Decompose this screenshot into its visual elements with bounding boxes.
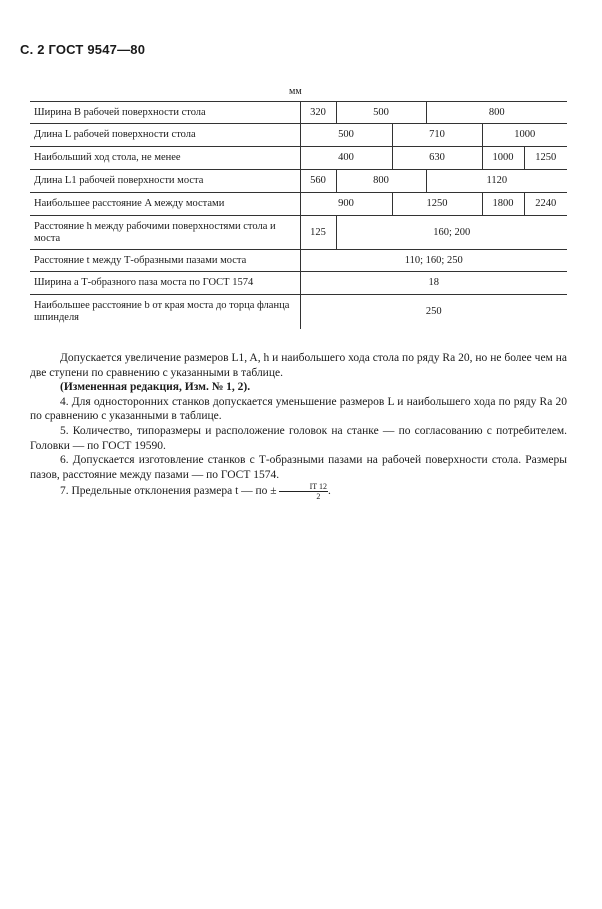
value-cell: 500 [300, 124, 392, 147]
table-row [30, 124, 567, 147]
fraction: $\frac{IT 12}{2}$ [279, 482, 328, 501]
row-label: Ширина B рабочей поверхности стола [30, 102, 300, 124]
value-cell: 125 [300, 216, 336, 250]
value-cell: 110; 160; 250 [300, 250, 567, 272]
table-row [30, 170, 567, 193]
table-row [30, 147, 567, 170]
value-cell: 1250 [524, 147, 567, 170]
value-cell: 18 [300, 272, 567, 295]
page-header: С. 2 ГОСТ 9547—80 [20, 42, 146, 57]
value-cell: 1000 [482, 124, 567, 147]
table-row [30, 295, 567, 329]
value-cell: 800 [336, 170, 426, 193]
unit-label: мм [289, 86, 302, 97]
table-row [30, 250, 567, 272]
paragraph: (Измененная редакция, Изм. № 1, 2). [60, 381, 251, 394]
row-label: Наибольший ход стола, не менее [30, 147, 300, 170]
value-cell: 320 [300, 102, 336, 124]
value-cell: 710 [392, 124, 482, 147]
value-cell: 1120 [426, 170, 567, 193]
row-label: Длина L1 рабочей поверхности моста [30, 170, 300, 193]
value-cell: 160; 200 [336, 216, 567, 250]
value-cell: 1800 [482, 193, 524, 216]
value-cell: 1250 [392, 193, 482, 216]
value-cell: 1000 [482, 147, 524, 170]
paragraph-7: 7. Предельные отклонения размера t — по ± $\frac{IT 12}{2}$ . [60, 482, 331, 502]
spec-table [30, 101, 567, 329]
value-cell: 800 [426, 102, 567, 124]
row-label: Расстояние h между рабочими поверхностями стола и моста [30, 216, 300, 250]
row-label: Длина L рабочей поверхности стола [30, 124, 300, 147]
value-cell: 630 [392, 147, 482, 170]
paragraph: Допускается увеличение размеров L1, A, h и наибольшего хода стола по ряду Ra 20, но не более чем на две ступени по сравнению с указанными в таблице. [30, 352, 567, 379]
body-text [30, 351, 567, 501]
value-cell: 2240 [524, 193, 567, 216]
value-cell: 400 [300, 147, 392, 170]
row-label: Наибольшее расстояние b от края моста до торца фланца шпинделя [30, 295, 300, 329]
value-cell: 250 [300, 295, 567, 329]
paragraph: 6. Допускается изготовление станков с Т-образными пазами на рабочей поверхности стола. Размеры пазов, расстояние между пазами — по ГОСТ 1574. [30, 454, 567, 481]
value-cell: 900 [300, 193, 392, 216]
paragraph: 4. Для односторонних станков допускается уменьшение размеров L и наибольшего хода по ряду Ra 20 по сравнению с указанными в таблице. [30, 395, 567, 423]
table-row [30, 272, 567, 295]
row-label: Ширина a Т-образного паза моста по ГОСТ 1574 [30, 272, 300, 295]
table-row [30, 216, 567, 250]
table-row [30, 193, 567, 216]
paragraph: 5. Количество, типоразмеры и расположение головок на станке — по согласованию с потребителем. Головки — по ГОСТ 19590. [30, 424, 567, 452]
table-row [30, 102, 567, 124]
value-cell: 560 [300, 170, 336, 193]
row-label: Расстояние t между Т-образными пазами моста [30, 250, 300, 272]
value-cell: 500 [336, 102, 426, 124]
row-label: Наибольшее расстояние A между мостами [30, 193, 300, 216]
